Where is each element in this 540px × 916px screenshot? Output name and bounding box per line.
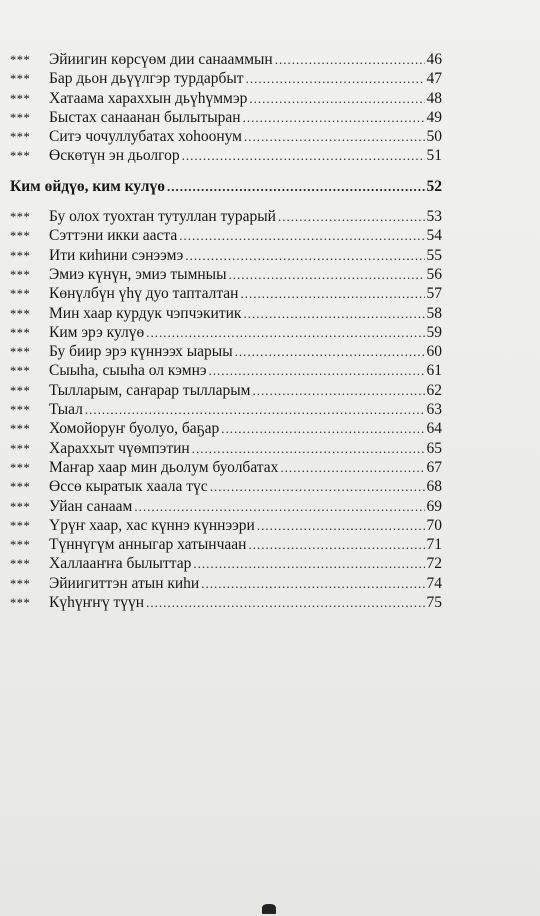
entry-stars: ***	[10, 364, 31, 379]
entry-title: Быстах санаанан былытыран	[49, 108, 241, 126]
leader-dots	[243, 304, 424, 323]
leader-dots	[201, 574, 424, 593]
toc-entry	[10, 226, 442, 245]
entry-stars: ***	[10, 383, 31, 398]
toc-entry	[10, 69, 442, 88]
entry-stars: ***	[10, 53, 31, 67]
leader-dots	[192, 439, 425, 458]
entry-title: Үрүҥ хаар, хас күннэ күннээри	[49, 516, 255, 534]
entry-stars: ***	[10, 403, 31, 418]
bleed-through-text	[89, 570, 491, 853]
entry-title: Күһүҥҥү түүн	[49, 594, 145, 612]
entry-page-number: 69	[426, 497, 442, 515]
entry-stars: ***	[10, 210, 31, 225]
leader-dots	[280, 458, 424, 477]
entry-stars: ***	[10, 538, 31, 553]
entry-title: Хараххыт чүөмпэтин	[49, 439, 190, 457]
toc-entry	[10, 516, 442, 535]
entry-page-number: 74	[426, 574, 442, 592]
entry-title: Бу олох туохтан тутуллан турарый	[49, 208, 276, 226]
leader-dots	[185, 246, 424, 265]
leader-dots	[209, 361, 425, 380]
entry-title: Эмиэ күнүн, эмиэ тымныы	[49, 265, 227, 283]
entry-title: Бар дьон дьүүлгэр турдарбыт	[49, 70, 244, 88]
toc-entry	[10, 400, 442, 419]
entry-page-number: 57	[426, 285, 442, 303]
toc-entry	[10, 419, 442, 438]
entry-page-number: 61	[426, 362, 442, 380]
leader-dots	[179, 226, 424, 245]
entry-title: Хатаама хараххын дьүһүммэр	[49, 89, 248, 107]
entry-page-number: 68	[426, 478, 442, 496]
entry-title: Түннүгүм анныгар хатынчаан	[49, 536, 247, 554]
entry-title: Халлааҥҥа былыттар	[49, 555, 192, 573]
toc-entry	[10, 554, 442, 573]
entry-title: Тылларым, саҥарар тылларым	[49, 381, 251, 399]
leader-dots	[240, 284, 424, 303]
leader-dots	[278, 207, 425, 226]
leader-dots	[85, 400, 425, 419]
entry-page-number: 58	[426, 304, 442, 322]
entry-page-number: 47	[426, 70, 442, 88]
entry-title: Ким эрэ кулүө	[49, 323, 145, 341]
entry-stars: ***	[10, 576, 31, 591]
toc-entry	[10, 361, 442, 380]
entry-stars: ***	[10, 267, 31, 282]
toc-entry	[10, 574, 442, 593]
leader-dots	[146, 593, 424, 612]
section-page-number: 52	[426, 177, 442, 195]
leader-dots	[246, 69, 425, 88]
entry-stars: ***	[10, 345, 31, 360]
toc-entry	[10, 593, 442, 612]
entry-title: Эйиигин көрсүөм дии санааммын	[49, 51, 273, 68]
entry-page-number: 48	[426, 89, 442, 107]
entry-stars: ***	[10, 72, 31, 87]
entry-title: Өскөтүн эн дьолгор	[49, 147, 180, 165]
page-mark	[262, 904, 276, 914]
entry-page-number: 72	[426, 555, 442, 573]
entry-page-number: 62	[426, 381, 442, 399]
entry-page-number: 65	[426, 439, 442, 457]
entry-title: Өссө кыратык хаала түс	[49, 478, 208, 496]
entry-stars: ***	[10, 325, 31, 340]
toc-entry	[10, 439, 442, 458]
entry-page-number: 60	[426, 343, 442, 361]
leader-dots	[193, 554, 424, 573]
entry-stars: ***	[10, 306, 31, 321]
entry-page-number: 67	[426, 458, 442, 476]
entry-title: Хомойоруҥ буолуо, баҕар	[49, 420, 220, 438]
entry-page-number: 59	[426, 323, 442, 341]
entry-page-number: 75	[426, 594, 442, 612]
entry-page-number: 50	[426, 128, 442, 146]
toc-group-1	[10, 50, 442, 166]
entry-stars: ***	[10, 460, 31, 475]
entry-title: Сэттэни икки ааста	[49, 227, 178, 245]
entry-stars: ***	[10, 596, 31, 611]
entry-stars: ***	[10, 441, 31, 456]
leader-dots	[249, 89, 424, 108]
toc-entry	[10, 89, 442, 108]
section-title: Ким өйдүө, ким кулүө	[10, 177, 165, 195]
leader-dots	[243, 108, 425, 127]
toc-group-2	[10, 207, 442, 612]
entry-page-number: 46	[426, 51, 442, 68]
toc-entry	[10, 323, 442, 342]
entry-title: Уйан санаам	[49, 497, 133, 515]
leader-dots	[221, 419, 424, 438]
toc-entry	[10, 477, 442, 496]
entry-stars: ***	[10, 287, 31, 302]
entry-page-number: 71	[426, 536, 442, 554]
toc-entry	[10, 108, 442, 127]
leader-dots	[167, 177, 425, 196]
toc-entry	[10, 535, 442, 554]
toc-entry	[10, 497, 442, 516]
leader-dots	[275, 50, 425, 69]
entry-page-number: 70	[426, 516, 442, 534]
entry-stars: ***	[10, 130, 31, 145]
entry-page-number: 63	[426, 401, 442, 419]
entry-title: Сыыһа, сыыһа ол кэмнэ	[49, 362, 207, 380]
entry-stars: ***	[10, 557, 31, 572]
toc-entry	[10, 342, 442, 361]
entry-stars: ***	[10, 91, 31, 106]
leader-dots	[252, 381, 424, 400]
entry-stars: ***	[10, 518, 31, 533]
toc-entry	[10, 284, 442, 303]
entry-title: Мин хаар курдук чэпчэкитик	[49, 304, 242, 322]
entry-page-number: 55	[426, 246, 442, 264]
toc-entry	[10, 207, 442, 226]
entry-page-number: 49	[426, 108, 442, 126]
toc-entry	[10, 246, 442, 265]
entry-title: Эйиигиттэн атын киһи	[49, 574, 200, 592]
toc-entry	[10, 146, 442, 165]
entry-title: Бу биир эрэ күннээх ыарыы	[49, 343, 233, 361]
entry-title: Маҥар хаар мин дьолум буолбатах	[49, 458, 279, 476]
entry-stars: ***	[10, 248, 31, 263]
leader-dots	[146, 323, 424, 342]
toc-entry	[10, 458, 442, 477]
toc-entry	[10, 381, 442, 400]
entry-stars: ***	[10, 110, 31, 125]
leader-dots	[182, 146, 425, 165]
entry-page-number: 54	[426, 227, 442, 245]
entry-stars: ***	[10, 229, 31, 244]
leader-dots	[244, 127, 425, 146]
entry-stars: ***	[10, 149, 31, 164]
toc-entry	[10, 304, 442, 323]
entry-page-number: 56	[426, 265, 442, 283]
leader-dots	[229, 265, 425, 284]
entry-title: Ситэ чочуллубатах хоһоонум	[49, 128, 242, 146]
entry-stars: ***	[10, 422, 31, 437]
entry-stars: ***	[10, 499, 31, 514]
toc-section-heading	[10, 177, 442, 196]
toc-entry	[10, 50, 442, 69]
entry-title: Ити киһини сэнээмэ	[49, 246, 184, 264]
leader-dots	[257, 516, 425, 535]
toc-entry	[10, 265, 442, 284]
entry-page-number: 53	[426, 208, 442, 226]
leader-dots	[134, 497, 424, 516]
leader-dots	[210, 477, 425, 496]
table-of-contents	[10, 50, 442, 612]
entry-title: Тыал	[49, 401, 83, 419]
leader-dots	[248, 535, 424, 554]
toc-entry	[10, 127, 442, 146]
entry-stars: ***	[10, 480, 31, 495]
entry-title: Көнүлбүн үһү дуо тапталтан	[49, 285, 239, 303]
entry-page-number: 64	[426, 420, 442, 438]
entry-page-number: 51	[426, 147, 442, 165]
leader-dots	[235, 342, 425, 361]
